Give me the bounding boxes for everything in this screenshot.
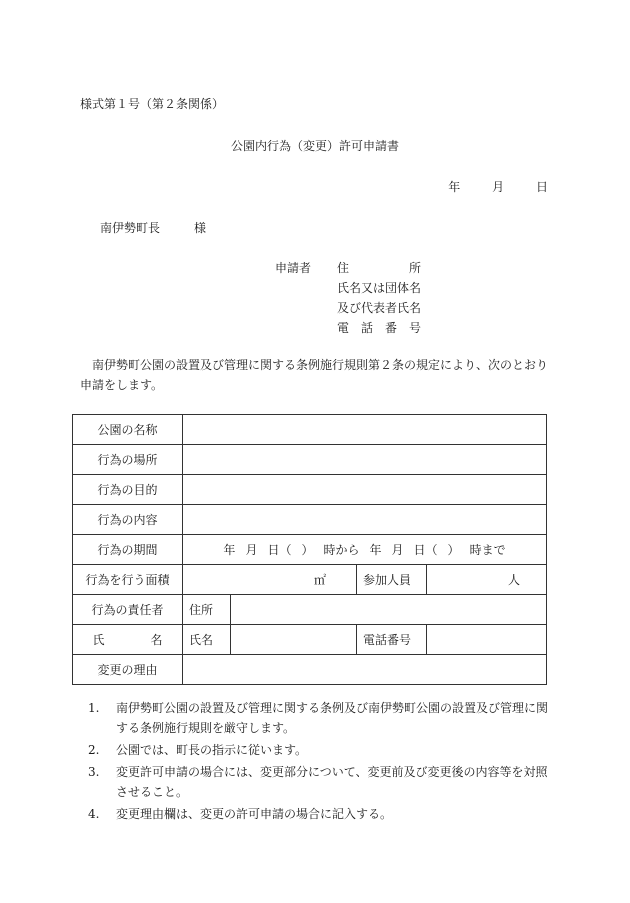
area-field[interactable]: [183, 565, 357, 595]
row-period: [73, 535, 547, 565]
tel-char-4: 号: [408, 321, 421, 335]
note-number: 2.: [88, 743, 100, 757]
row-responsible-name: [73, 625, 547, 655]
period-field[interactable]: [183, 535, 547, 565]
addressee-name: 南伊勢町長: [100, 221, 161, 235]
reason-field[interactable]: [183, 655, 547, 685]
honorific: 様: [194, 221, 207, 235]
responsible-name-heading: [73, 625, 183, 655]
content-field[interactable]: [183, 505, 547, 535]
address-char-2: 所: [408, 261, 421, 275]
page-title: 公園内行為（変更）許可申請書: [230, 139, 399, 153]
responsible-address-label: 住所: [183, 595, 231, 625]
area-unit: ㎡: [313, 573, 326, 587]
responsible-name-field[interactable]: [231, 625, 357, 655]
tel-char-3: 番: [384, 321, 397, 335]
participants-field[interactable]: [427, 565, 547, 595]
row-reason: [73, 655, 547, 685]
applicant-name-line2: 及び代表者氏名: [337, 301, 422, 315]
name-char-1: 氏: [92, 633, 105, 647]
note-text: 変更許可申請の場合には、変更部分について、変更前及び変更後の内容等を対照させること。: [116, 765, 548, 799]
note-number: 4.: [88, 807, 100, 821]
name-char-2: 名: [150, 633, 163, 647]
note-text: 変更理由欄は、変更の許可申請の場合に記入する。: [116, 807, 393, 821]
period-year-from: 年: [223, 543, 236, 557]
note-text: 南伊勢町公園の設置及び管理に関する条例及び南伊勢町公園の設置及び管理に関する条例施行規則を厳守します。: [116, 701, 549, 735]
responsible-name-label: 氏名: [183, 625, 231, 655]
row-area: [73, 565, 547, 595]
note-item: [88, 698, 558, 738]
tel-char-1: 電: [337, 321, 350, 335]
address-char-1: 住: [337, 261, 350, 275]
period-label: 行為の期間: [73, 535, 183, 565]
form-number: 様式第１号（第２条関係）: [80, 97, 225, 111]
row-place: [73, 445, 547, 475]
row-park-name: [73, 415, 547, 445]
content-label: 行為の内容: [73, 505, 183, 535]
period-year-to: 年: [369, 543, 382, 557]
application-table: [72, 414, 547, 685]
period-paren-to: ）: [447, 543, 460, 557]
intro-paragraph: 南伊勢町公園の設置及び管理に関する条例施行規則第２条の規定により、次のとおり申請をします。: [80, 358, 549, 392]
applicant-tel-label: [337, 319, 421, 336]
area-label: 行為を行う面積: [73, 565, 183, 595]
period-paren-from: ）: [301, 543, 314, 557]
responsible-label: 行為の責任者: [73, 595, 183, 625]
notes-list: [88, 698, 558, 826]
note-text: 公園では、町長の指示に従います。: [116, 743, 308, 757]
period-day-from: 日（: [267, 543, 292, 557]
tel-char-2: 話: [360, 321, 373, 335]
note-number: 3.: [88, 765, 100, 779]
period-month-to: 月: [391, 543, 404, 557]
note-item: [88, 762, 558, 802]
purpose-label: 行為の目的: [73, 475, 183, 505]
responsible-address-field[interactable]: [231, 595, 547, 625]
note-number: 1.: [88, 701, 100, 715]
applicant-address-label: [337, 259, 421, 276]
date-day: 日: [535, 180, 548, 194]
period-day-to: 日（: [413, 543, 438, 557]
place-field[interactable]: [183, 445, 547, 475]
applicant-name-line1: 氏名又は団体名: [337, 281, 422, 295]
place-label: 行為の場所: [73, 445, 183, 475]
participants-unit: 人: [507, 573, 520, 587]
date-month: 月: [492, 180, 505, 194]
park-name-label: 公園の名称: [73, 415, 183, 445]
date-year: 年: [448, 180, 461, 194]
purpose-field[interactable]: [183, 475, 547, 505]
period-hour-to: 時まで: [469, 543, 506, 557]
row-responsible-address: [73, 595, 547, 625]
row-content: [73, 505, 547, 535]
period-hour-from: 時から: [323, 543, 360, 557]
date-line: [420, 178, 548, 195]
reason-label: 変更の理由: [73, 655, 183, 685]
park-name-field[interactable]: [183, 415, 547, 445]
tel-field[interactable]: [427, 625, 547, 655]
note-item: [88, 804, 558, 824]
tel-label: 電話番号: [357, 625, 427, 655]
participants-label: 参加人員: [357, 565, 427, 595]
note-item: [88, 740, 558, 760]
row-purpose: [73, 475, 547, 505]
applicant-label: 申請者: [275, 261, 312, 275]
period-month-from: 月: [245, 543, 258, 557]
addressee: [100, 219, 206, 236]
